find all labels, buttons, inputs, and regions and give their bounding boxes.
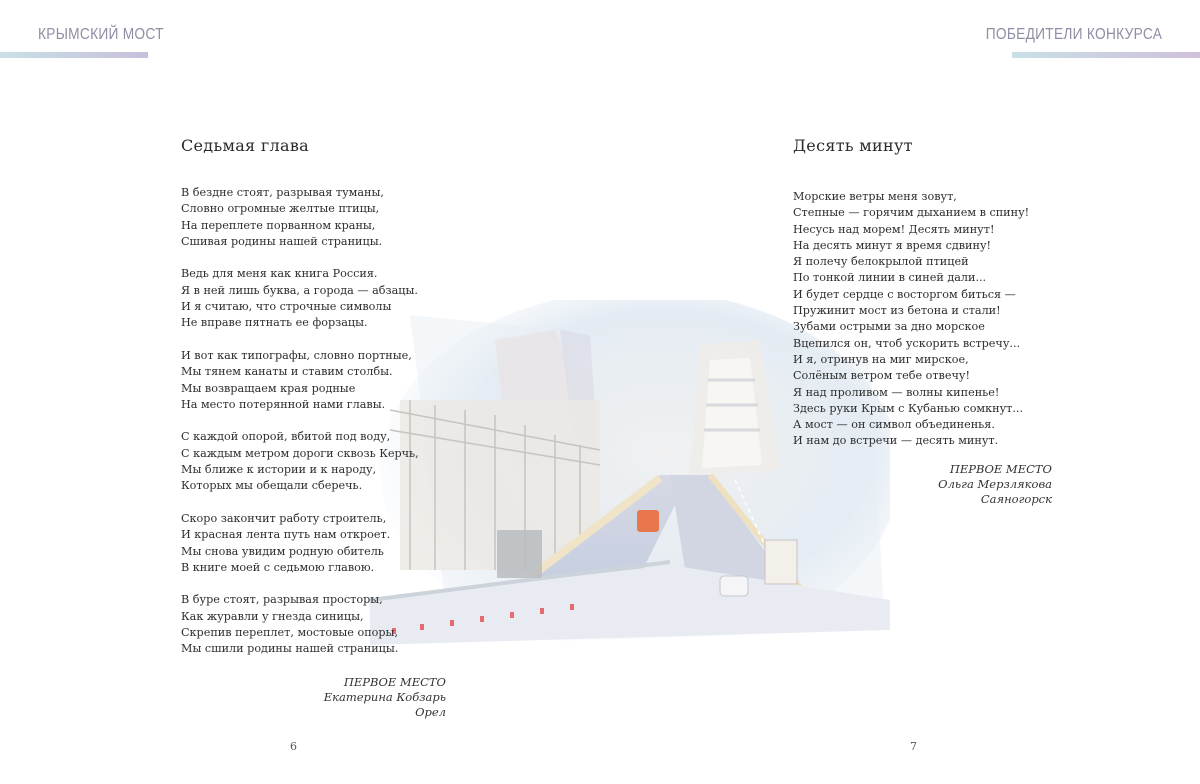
poem-line: Здесь руки Крым с Кубанью сомкнут...: [793, 401, 1024, 415]
poem-line: Скоро закончит работу строитель,: [181, 511, 387, 525]
running-head-left: КРЫМСКИЙ МОСТ: [38, 26, 164, 43]
poem-line: Не вправе пятнать ее форзацы.: [181, 316, 368, 330]
poem-line: И красная лента путь нам откроет.: [181, 528, 391, 542]
poem-line: Я в ней лишь буква, а города — абзацы.: [181, 283, 418, 297]
poem-line: Мы сшили родины нашей страницы.: [181, 642, 399, 656]
poem-line: Морские ветры меня зовут,: [793, 190, 957, 203]
header-decor-bar-right: [1012, 52, 1200, 58]
poem-line: Мы снова увидим родную обитель: [181, 544, 384, 558]
poem-line: Мы тянем канаты и ставим столбы.: [181, 365, 393, 379]
stanza: [181, 592, 419, 657]
page-number-right: 7: [910, 740, 917, 753]
poem-line: Я над проливом — волны кипенье!: [793, 385, 1000, 399]
award-place: ПЕРВОЕ МЕСТО: [343, 675, 446, 689]
stanza: [793, 189, 1029, 450]
poem-line: Солёным ветром тебе отвечу!: [793, 369, 970, 383]
poem-line: В буре стоят, разрывая просторы,: [181, 593, 383, 607]
running-head-right: ПОБЕДИТЕЛИ КОНКУРСА: [985, 26, 1162, 43]
poem-line: И будет сердце с восторгом биться —: [793, 287, 1016, 301]
page-number-left: 6: [290, 740, 297, 753]
credit-left: [324, 675, 446, 720]
poem-right: [793, 189, 1029, 450]
stanza: [181, 266, 419, 331]
poem-line: С каждым метром дороги сквозь Керчь,: [181, 446, 419, 460]
poem-line: В книге моей с седьмою главою.: [181, 560, 375, 574]
poem-line: Пружинит мост из бетона и стали!: [793, 304, 1001, 318]
poem-line: В бездне стоят, разрывая туманы,: [181, 186, 384, 199]
stanza: [181, 348, 419, 413]
author-name: Ольга Мерзлякова: [938, 477, 1052, 491]
award-place: ПЕРВОЕ МЕСТО: [949, 462, 1052, 476]
poem-line: Словно огромные желтые птицы,: [181, 202, 380, 216]
poem-line: Скрепив переплет, мостовые опоры,: [181, 626, 399, 640]
poem-line: Несусь над морем! Десять минут!: [793, 222, 995, 236]
poem-line: По тонкой линии в синей дали...: [793, 271, 987, 285]
poem-line: Зубами острыми за дно морское: [793, 320, 985, 334]
poem-line: И нам до встречи — десять минут.: [793, 434, 999, 448]
poem-line: И я считаю, что строчные символы: [181, 300, 392, 314]
poem-title-right: Десять минут: [793, 136, 913, 155]
poem-line: Ведь для меня как книга Россия.: [181, 267, 378, 281]
header-decor-bar-left: [0, 52, 148, 58]
poem-line: С каждой опорой, вбитой под воду,: [181, 430, 391, 444]
author-city: Орел: [415, 705, 446, 719]
poem-line: Мы ближе к истории и к народу,: [181, 463, 377, 477]
stanza: [181, 429, 419, 494]
poem-line: Степные — горячим дыханием в спину!: [793, 206, 1030, 220]
credit-right: [938, 462, 1052, 507]
author-city: Саяногорск: [980, 492, 1052, 506]
stanza: [181, 185, 419, 250]
poem-line: Вцепился он, чтоб ускорить встречу...: [793, 336, 1021, 350]
poem-line: На место потерянной нами главы.: [181, 397, 386, 411]
poem-title-left: Седьмая глава: [181, 136, 309, 155]
poem-line: И я, отринув на миг мирское,: [793, 352, 969, 366]
poem-line: На переплете порванном краны,: [181, 218, 376, 232]
poem-line: Как журавли у гнезда синицы,: [181, 609, 364, 623]
poem-line: Я полечу белокрылой птицей: [793, 255, 969, 269]
poem-line: И вот как типографы, словно портные,: [181, 348, 412, 362]
stanza: [181, 511, 419, 576]
poem-left: [181, 185, 419, 658]
poem-line: А мост — он символ объединенья.: [793, 418, 995, 432]
poem-line: На десять минут я время сдвину!: [793, 238, 992, 252]
poem-line: Сшивая родины нашей страницы.: [181, 234, 383, 248]
author-name: Екатерина Кобзарь: [323, 690, 446, 704]
poem-line: Мы возвращаем края родные: [181, 381, 356, 395]
poem-line: Которых мы обещали сберечь.: [181, 479, 363, 493]
